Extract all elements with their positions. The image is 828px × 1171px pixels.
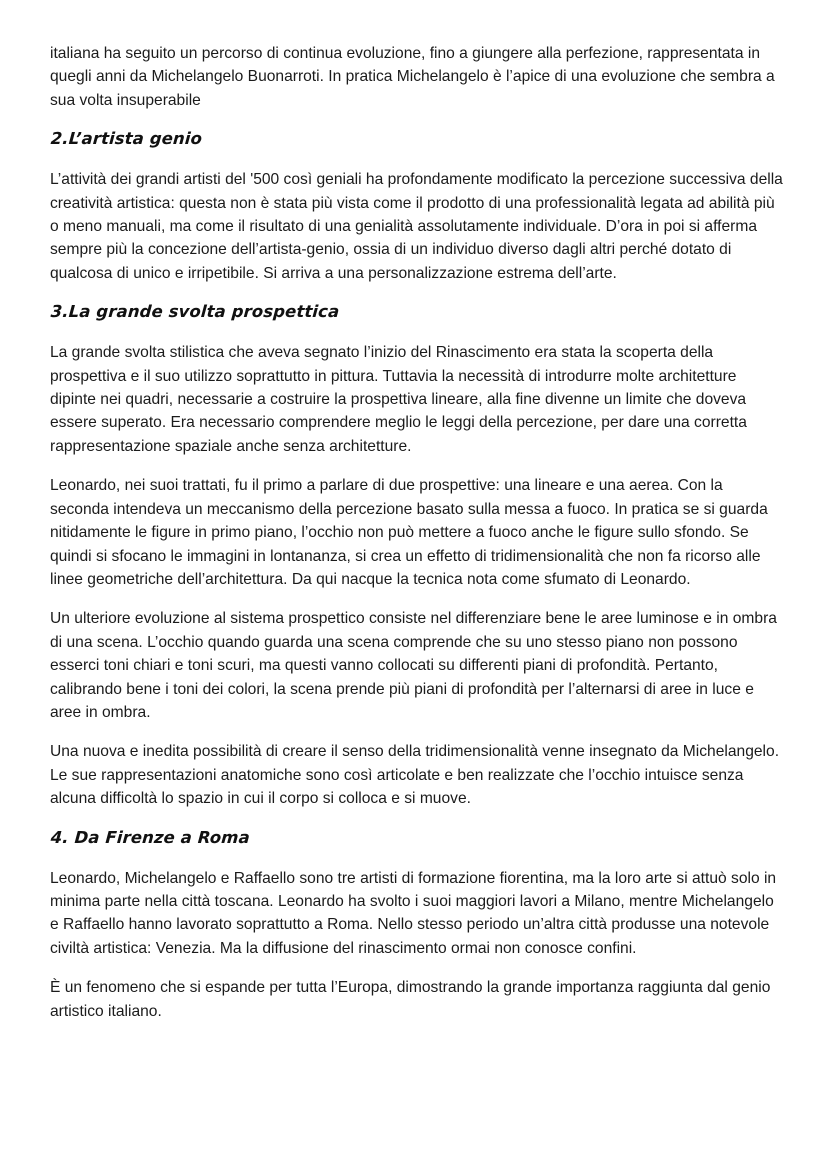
section-heading-svolta-prospettica: 3.La grande svolta prospettica: [50, 302, 340, 322]
paragraph: È un fenomeno che si espande per tutta l’Europa, dimostrando la grande importanza raggiunta dal genio artistico italiano.: [50, 979, 771, 1020]
paragraph: Una nuova e inedita possibilità di creare il senso della tridimensionalità venne insegnato da Michelangelo. Le sue rappresentazioni anatomiche sono così articolate e ben realizzate che l’occhio intuisce senza alcuna difficoltà lo spazio in cui il corpo si colloca e si muove.: [50, 743, 780, 808]
intro-paragraph: italiana ha seguito un percorso di continua evoluzione, fino a giungere alla perfezione, rappresentata in quegli anni da Michelangelo Buonarroti. In pratica Michelangelo è l’apice di una evoluzione che sembra a sua volta insuperabile: [50, 45, 775, 109]
paragraph: Leonardo, Michelangelo e Raffaello sono tre artisti di formazione fiorentina, ma la loro arte si attuò solo in minima parte nella città toscana. Leonardo ha svolto i suoi maggiori lavori a Milano, mentre Michelangelo e Raffaello hanno lavorato soprattutto a Roma. Nello stesso periodo un’altra città produsse una notevole civiltà artistica: Venezia. Ma la diffusione del rinascimento ormai non conosce confini.: [50, 869, 777, 957]
paragraph: L’attività dei grandi artisti del '500 così geniali ha profondamente modificato la percezione successiva della creatività artistica: questa non è stata più vista come il prodotto di una professionalità legata ad abilità più o meno manuali, ma come il risultato di una genialità assolutamente individuale. D’ora in poi si afferma sempre più la concezione dell’artista-genio, ossia di un individuo diverso dagli altri perché dotato di qualcosa di unico e irripetibile. Si arriva a una personalizzazione estrema dell’arte.: [50, 171, 783, 282]
section-heading-artista-genio: 2.L’artista genio: [50, 129, 203, 149]
document-page: [50, 42, 785, 1039]
paragraph: Leonardo, nei suoi trattati, fu il primo a parlare di due prospettive: una lineare e una aerea. Con la seconda intendeva un meccanismo della percezione basato sulla messa a fuoco. In pratica se si guarda nitidamente le figure in primo piano, l’occhio non può mettere a fuoco anche le figure sullo sfondo. Se quindi si sfocano le immagini in lontananza, si crea un effetto di tridimensionalità che non fa ricorso alle linee geometriche dell’architettura. Da qui nacque la tecnica nota come sfumato di Leonardo.: [50, 477, 768, 588]
paragraph: Un ulteriore evoluzione al sistema prospettico consiste nel differenziare bene le aree luminose e in ombra di una scena. L’occhio quando guarda una scena comprende che su uno stesso piano non possono esserci toni chiari e toni scuri, ma questi vanno collocati su differenti piani di profondità. Pertanto, calibrando bene i toni dei colori, la scena prende più piani di profondità per l’alternarsi di aree in luce e aree in ombra.: [50, 610, 777, 721]
paragraph: La grande svolta stilistica che aveva segnato l’inizio del Rinascimento era stata la scoperta della prospettiva e il suo utilizzo soprattutto in pittura. Tuttavia la necessità di introdurre molte architetture dipinte nei quadri, necessarie a costruire la prospettiva lineare, alla fine divenne un limite che doveva essere superato. Era necessario comprendere meglio le leggi della percezione, per dare una corretta rappresentazione spaziale anche senza architetture.: [50, 344, 747, 455]
section-heading-firenze-roma: 4. Da Firenze a Roma: [50, 827, 251, 847]
